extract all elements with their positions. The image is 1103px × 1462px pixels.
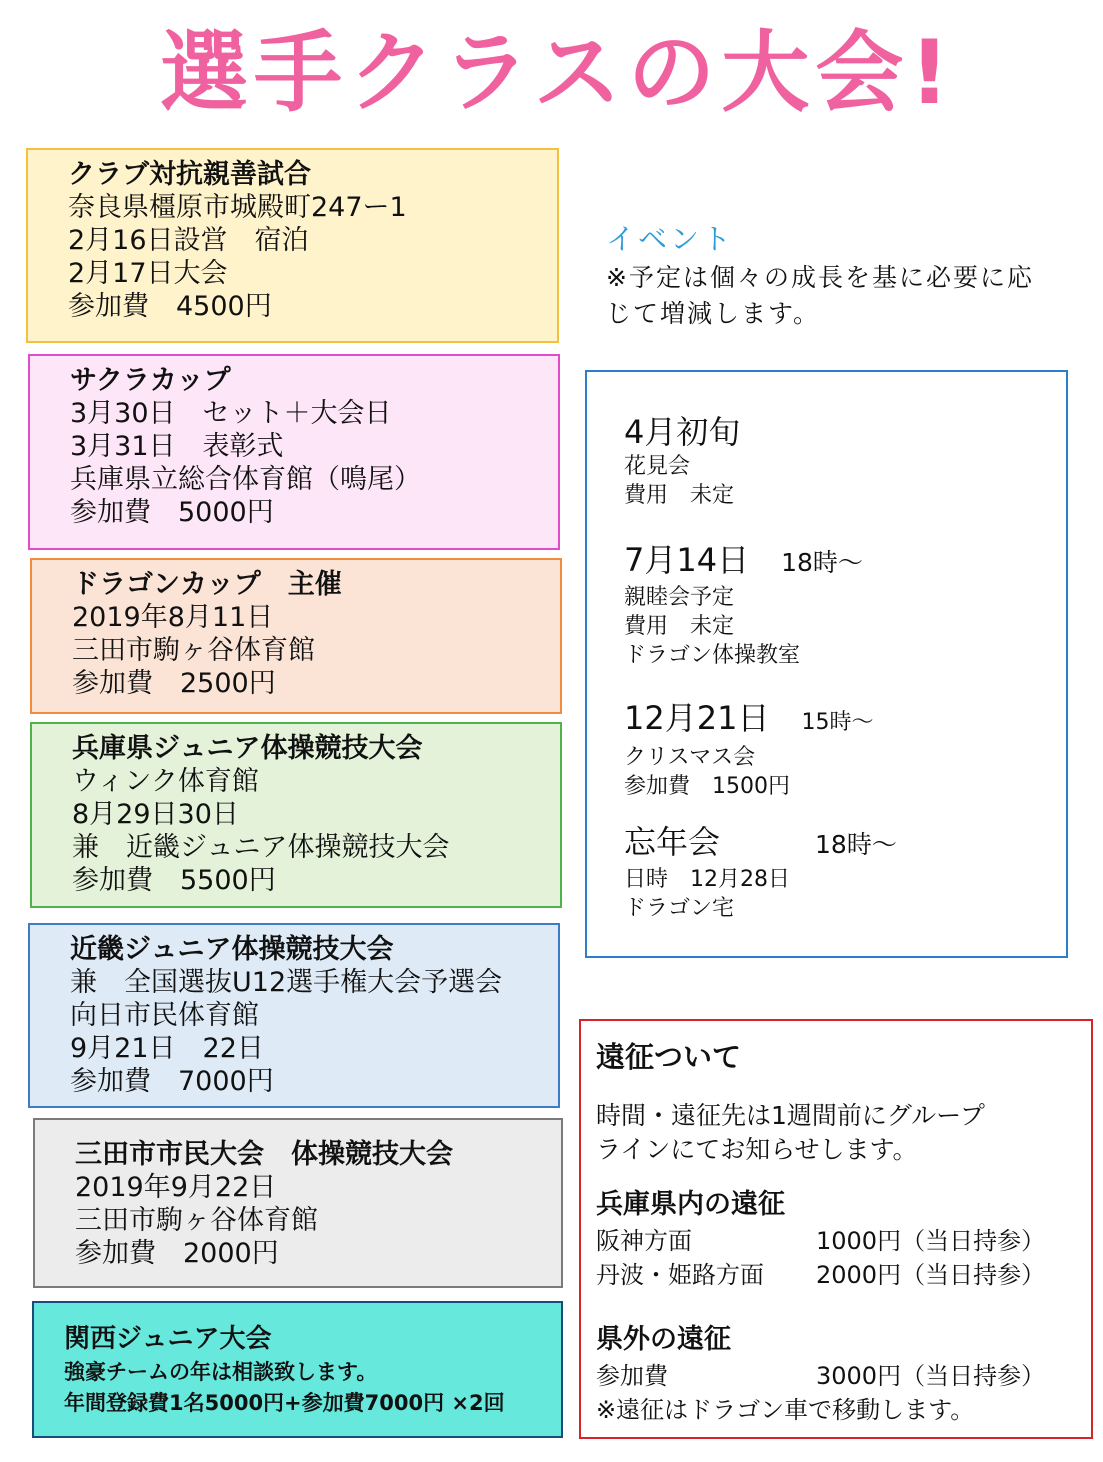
competition-box-dragon-cup [30,558,562,714]
competition-box-sakura-cup [28,354,560,550]
competition-date: 2019年8月11日 [72,602,274,633]
event-detail: クリスマス会 [624,745,756,770]
event-item [624,412,740,510]
competition-box-kansai-junior [32,1301,563,1438]
trip-price: 3000円（当日持参） [816,1362,1046,1390]
competition-date: 3月30日 セット＋大会日 [70,398,392,429]
events-box [585,370,1068,958]
trip-row [596,1258,1045,1292]
trip-area: 参加費 [596,1362,668,1390]
event-date: 忘年会 [624,823,721,861]
competition-note: 強豪チームの年は相談致します。 [64,1360,378,1384]
event-detail: 花見会 [624,454,691,479]
trip-row [596,1224,1045,1258]
trips-footnote: ※遠征はドラゴン車で移動します。 [596,1396,975,1424]
trips-title: 遠征ついて [596,1040,742,1074]
competition-date: 8月29日30日 [72,799,239,830]
competition-date: 2月17日大会 [68,258,228,289]
event-item [624,822,897,923]
competition-fee: 参加費 2500円 [72,668,276,699]
trip-area: 丹波・姫路方面 [596,1261,764,1289]
event-detail: 親睦会予定 [624,585,735,610]
competition-venue: 兵庫県立総合体育館（鳴尾） [70,464,421,495]
event-date: 4月初旬 [624,413,741,451]
competition-name: 三田市市民大会 体操競技大会 [75,1139,453,1170]
event-item [624,698,873,801]
events-note: ※予定は個々の成長を基に必要に応じて増減します。 [606,263,1034,328]
competition-note: 兼 近畿ジュニア体操競技大会 [72,832,450,863]
page-title: 選手クラスの大会! [160,21,956,124]
event-detail: ドラゴン体操教室 [624,643,801,668]
event-detail: 日時 12月28日 [624,867,790,892]
competition-box-sanda-citizen [33,1118,563,1288]
competition-fee: 参加費 2000円 [75,1238,279,1269]
competition-date: 2019年9月22日 [75,1172,277,1203]
competition-note: 兼 全国選抜U12選手権大会予選会 [70,967,503,998]
competition-date: 9月21日 22日 [70,1033,264,1064]
competition-venue: 向日市民体育館 [70,1000,259,1031]
events-heading: イベント [606,222,735,256]
competition-name: 兵庫県ジュニア体操競技大会 [72,733,423,764]
event-detail: 費用 未定 [624,483,735,508]
trip-row [596,1359,1045,1393]
trips-out-pref-heading: 県外の遠征 [596,1324,731,1355]
competition-fee: 参加費 4500円 [68,291,272,322]
event-date: 12月21日 [624,699,770,737]
trip-price: 2000円（当日持参） [816,1261,1046,1289]
competition-venue: 奈良県橿原市城殿町247ー1 [68,192,407,223]
event-detail: 参加費 1500円 [624,774,790,799]
trips-in-pref-heading: 兵庫県内の遠征 [596,1189,785,1220]
competition-fee: 年間登録費1名5000円+参加費7000円 ×2回 [64,1391,505,1415]
event-item [624,540,863,670]
event-time: 18時～ [815,830,897,859]
competition-fee: 参加費 5000円 [70,497,274,528]
competition-name: サクラカップ [70,365,231,396]
competition-box-hyogo-junior [30,722,562,908]
trips-notice [596,1099,985,1167]
competition-venue: ウィンク体育館 [72,766,259,797]
competition-box-kinki-junior [28,923,560,1108]
competition-fee: 参加費 5500円 [72,865,276,896]
event-date: 7月14日 [624,541,750,579]
competition-name: クラブ対抗親善試合 [68,159,311,190]
competition-fee: 参加費 7000円 [70,1066,274,1097]
competition-name: 関西ジュニア大会 [64,1324,272,1354]
competition-venue: 三田市駒ヶ谷体育館 [75,1205,318,1236]
event-detail: 費用 未定 [624,614,735,639]
trips-notice-line: ラインにてお知らせします。 [596,1135,918,1164]
trips-notice-line: 時間・遠征先は1週間前にグループ [596,1101,985,1130]
competition-date: 3月31日 表彰式 [70,431,284,462]
event-time: 18時～ [781,548,863,577]
event-detail: ドラゴン宅 [624,896,735,921]
trips-box [579,1019,1093,1439]
competition-name: ドラゴンカップ 主催 [72,569,342,600]
trip-area: 阪神方面 [596,1227,692,1255]
event-time: 15時～ [801,710,874,735]
trip-price: 1000円（当日持参） [816,1227,1046,1255]
competition-venue: 三田市駒ヶ谷体育館 [72,635,315,666]
competition-date: 2月16日設営 宿泊 [68,225,309,256]
competition-name: 近畿ジュニア体操競技大会 [70,934,394,965]
competition-box-club-match [26,148,559,343]
